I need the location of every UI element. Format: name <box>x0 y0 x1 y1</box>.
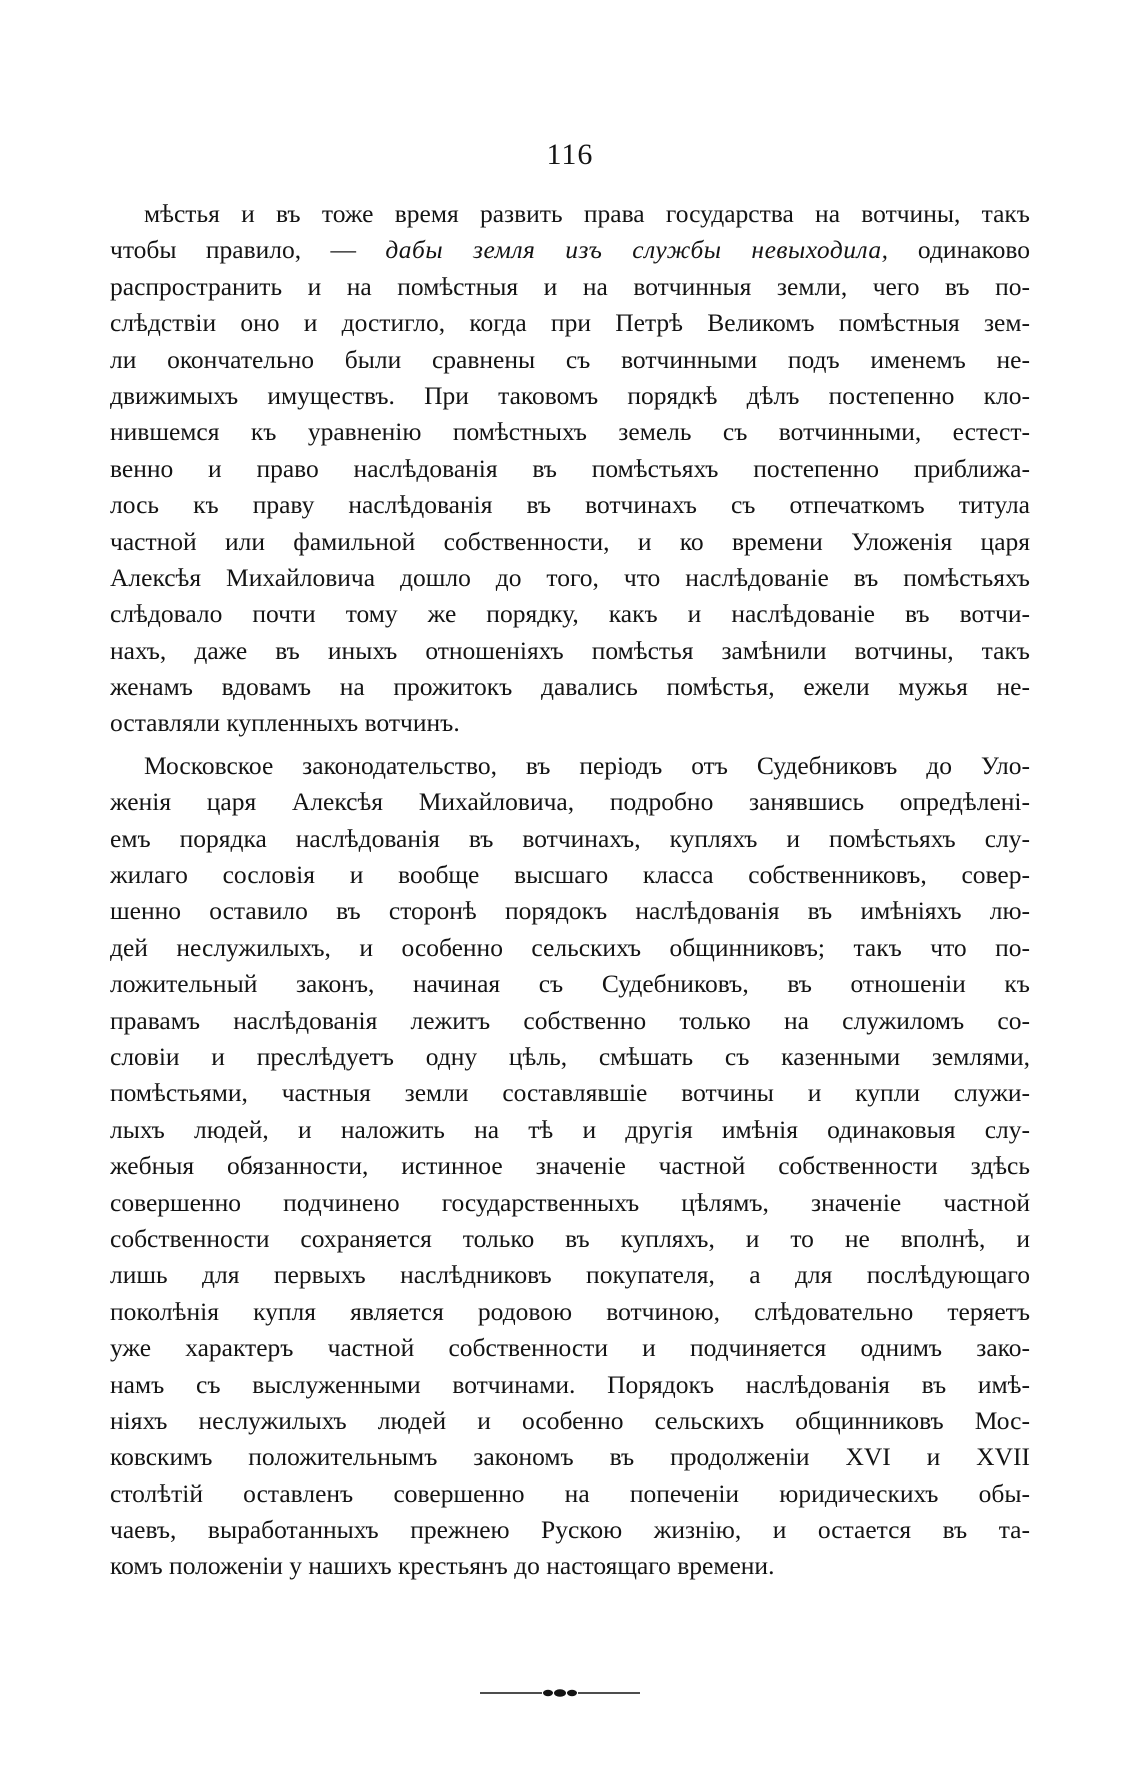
text-line <box>110 232 1030 268</box>
paragraph <box>110 196 1030 742</box>
text-line: женія царя Алексѣя Михайловича, подробно занявшись опредѣлені- <box>110 787 1030 817</box>
text-line: женамъ вдовамъ на прожитокъ давались помѣстья, ежели мужья не- <box>110 672 1030 702</box>
text-run: чтобы правило, — <box>110 235 386 265</box>
text-line: ложительный законъ, начиная съ Судебниковъ, въ отношеніи къ <box>110 969 1030 999</box>
text-line: помѣстьями, частныя земли составлявшіе вотчины и купли служи- <box>110 1078 1030 1108</box>
text-line: дей неслужилыхъ, и особенно сельскихъ общинниковъ; такъ что по- <box>110 932 1030 962</box>
text-line: Московское законодательство, въ періодъ отъ Судебниковъ до Уло- <box>144 750 1030 780</box>
text-line: емъ порядка наслѣдованія въ вотчинахъ, купляхъ и помѣстьяхъ слу- <box>110 823 1030 853</box>
text-line: Алексѣя Михайловича дошло до того, что наслѣдованіе въ помѣстьяхъ <box>110 562 1030 592</box>
text-line: жебныя обязанности, истинное значеніе частной собственности здѣсь <box>110 1151 1030 1181</box>
tailpiece-ornament-icon <box>480 1688 640 1698</box>
text-line: жилаго сословія и вообще высшаго класса собственниковъ, совер- <box>110 860 1030 890</box>
text-line: лишь для первыхъ наслѣдниковъ покупателя, а для послѣдующаго <box>110 1260 1030 1290</box>
text-line: столѣтій оставленъ совершенно на попеченіи юридическихъ обы- <box>110 1478 1030 1508</box>
text-line: ли окончательно были сравнены съ вотчинными подъ именемъ не- <box>110 344 1030 374</box>
text-line: уже характеръ частной собственности и подчиняется однимъ зако- <box>110 1333 1030 1363</box>
text-line: слѣдствіи оно и достигло, когда при Петрѣ Великомъ помѣстныя зем- <box>110 308 1030 338</box>
text-line: лось къ праву наслѣдованія въ вотчинахъ съ отпечаткомъ титула <box>110 490 1030 520</box>
page-number: 116 <box>546 138 594 171</box>
paragraph <box>110 748 1030 1585</box>
text-line: поколѣнія купля является родовою вотчиною, слѣдовательно теряетъ <box>110 1296 1030 1326</box>
body-text <box>110 196 1030 1585</box>
text-line: совершенно подчинено государственныхъ цѣлямъ, значеніе частной <box>110 1187 1030 1217</box>
text-line: правамъ наслѣдованія лежитъ собственно только на служиломъ со- <box>110 1005 1030 1035</box>
text-line: намъ съ выслуженными вотчинами. Порядокъ наслѣдованія въ имѣ- <box>110 1369 1030 1399</box>
text-line: движимыхъ имуществъ. При таковомъ порядкѣ дѣлъ постепенно кло- <box>110 380 1030 410</box>
text-line: ковскимъ положительнымъ закономъ въ продолженіи XVI и XVII <box>110 1442 1030 1472</box>
text-line: частной или фамильной собственности, и ко времени Уложенія царя <box>110 526 1030 556</box>
text-line: слѣдовало почти тому же порядку, какъ и наслѣдованіе въ вотчи- <box>110 599 1030 629</box>
text-line: шенно оставило въ сторонѣ порядокъ наслѣдованія въ имѣніяхъ лю- <box>110 896 1030 926</box>
text-line: лыхъ людей, и наложить на тѣ и другія имѣнія одинаковыя слу- <box>110 1114 1030 1144</box>
text-line: венно и право наслѣдованія въ помѣстьяхъ постепенно приближа- <box>110 453 1030 483</box>
text-line: нахъ, даже въ иныхъ отношеніяхъ помѣстья замѣнили вотчины, такъ <box>110 635 1030 665</box>
text-run: одинаково <box>888 235 1030 265</box>
text-line: словіи и преслѣдуетъ одну цѣль, смѣшать съ казенными землями, <box>110 1041 1030 1071</box>
text-line: ніяхъ неслужилыхъ людей и особенно сельскихъ общинниковъ Мос- <box>110 1405 1030 1435</box>
text-line: мѣстья и въ тоже время развить права государства на вотчины, такъ <box>144 199 1030 228</box>
text-line: комъ положеніи у нашихъ крестьянъ до настоящаго времени. <box>110 1551 775 1581</box>
text-line: нившемся къ уравненію помѣстныхъ земель съ вотчинными, естест- <box>110 417 1030 447</box>
text-line: собственности сохраняется только въ купляхъ, и то не вполнѣ, и <box>110 1223 1030 1253</box>
text-line: распространить и на помѣстныя и на вотчинныя земли, чего въ по- <box>110 271 1030 301</box>
text-line: чаевъ, выработанныхъ прежнею Рускою жизнію, и остается въ та- <box>110 1515 1030 1545</box>
text-line: оставляли купленныхъ вотчинъ. <box>110 708 460 738</box>
italic-quote: дабы земля изъ службы невыходила, <box>385 235 889 265</box>
